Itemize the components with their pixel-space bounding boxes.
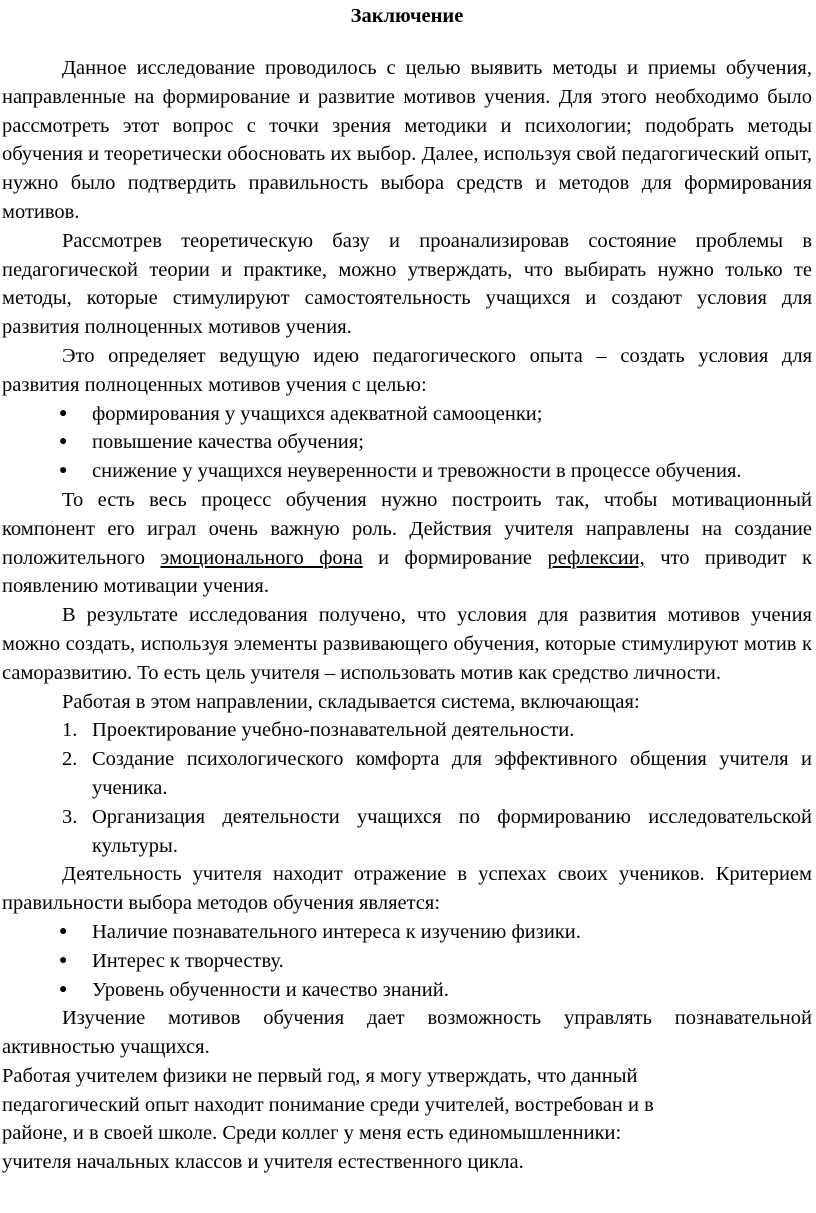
paragraph-experience bbox=[2, 1062, 812, 1177]
list-item bbox=[2, 918, 812, 947]
paragraph-experience-line: Работая учителем физики не первый год, я могу утверждать, что данный bbox=[2, 1064, 638, 1087]
list-item bbox=[2, 428, 812, 457]
list-number: 2. bbox=[62, 748, 78, 771]
bullet-icon: ● bbox=[59, 405, 68, 421]
bullet-icon: ● bbox=[59, 981, 68, 997]
paragraph-process-part2: и формирование bbox=[362, 546, 548, 569]
list-item-text: Уровень обученности и качество знаний. bbox=[92, 978, 449, 1001]
list-item bbox=[2, 976, 812, 1005]
paragraph-motives-study: Изучение мотивов обучения дает возможность управлять познавательной активностью учащихся. bbox=[2, 1007, 812, 1059]
criteria-list bbox=[2, 918, 812, 1004]
paragraph-process-part3: что приводит к появлению мотивации учения. bbox=[2, 546, 812, 598]
paragraph-experience-line: районе, и в своей школе. Среди коллег у меня есть единомышленники: bbox=[2, 1122, 622, 1145]
list-item-text: формирования у учащихся адекватной самооценки; bbox=[92, 402, 543, 425]
bullet-icon: ● bbox=[59, 952, 68, 968]
list-item-text: повышение качества обучения; bbox=[92, 431, 364, 454]
list-item-text: Создание психологического комфорта для эффективного общения учителя и ученика. bbox=[92, 748, 812, 799]
paragraph-intro: Данное исследование проводилось с целью выявить методы и приемы обучения, направленные на формирование и развитие мотивов учения. Для этого необходимо было рассмотреть этот вопрос с точки зрения методики и психологии; подобрать методы обучения и теоретически обосновать их выбор. Далее, используя свой педагогический опыт, нужно было подтвердить правильность выбора средств и методов для формирования мотивов. bbox=[2, 57, 812, 223]
paragraph-results: В результате исследования получено, что условия для развития мотивов учения можно создать, используя элементы развивающего обучения, которые стимулируют мотив к саморазвитию. То есть цель учителя – использовать мотив как средство личности. bbox=[2, 604, 812, 684]
list-item bbox=[2, 947, 812, 976]
system-list bbox=[2, 716, 812, 860]
list-item bbox=[2, 803, 812, 861]
underlined-term-reflection: рефлексии, bbox=[547, 546, 645, 569]
list-item-text: Проектирование учебно-познавательной деятельности. bbox=[92, 719, 575, 742]
list-item-text: снижение у учащихся неуверенности и тревожности в процессе обучения. bbox=[92, 460, 742, 483]
paragraph-experience-line: учителя начальных классов и учителя естественного цикла. bbox=[2, 1151, 524, 1174]
underlined-term-emotional-background: эмоционального фона bbox=[160, 546, 363, 569]
paragraph-process-part1: То есть весь процесс обучения нужно построить так, чтобы мотивационный компонент его играл очень важную роль. Действия учителя направлены на создание положительного bbox=[2, 488, 812, 569]
list-item bbox=[2, 745, 812, 803]
list-item bbox=[2, 457, 812, 486]
list-item bbox=[2, 716, 812, 745]
list-number: 3. bbox=[62, 805, 78, 828]
paragraph-leading-idea: Это определяет ведущую идею педагогического опыта – создать условия для развития полноценных мотивов учения с целью: bbox=[2, 344, 812, 396]
list-item-text: Интерес к творчеству. bbox=[92, 949, 284, 972]
paragraph-process bbox=[2, 486, 812, 601]
paragraph-experience-line: педагогический опыт находит понимание среди учителей, востребован и в bbox=[2, 1093, 654, 1116]
list-item-text: Наличие познавательного интереса к изучению физики. bbox=[92, 920, 581, 943]
bullet-icon: ● bbox=[59, 434, 68, 450]
bullet-icon: ● bbox=[59, 463, 68, 479]
paragraph-system: Работая в этом направлении, складывается система, включающая: bbox=[62, 690, 640, 713]
goals-list bbox=[2, 400, 812, 486]
list-item-text: Организация деятельности учащихся по формированию исследовательской культуры. bbox=[92, 805, 812, 857]
paragraph-theory: Рассмотрев теоретическую базу и проанализировав состояние проблемы в педагогической теории и практике, можно утверждать, что выбирать нужно только те методы, которые стимулируют самостоятельность учащихся и создают условия для развития полноценных мотивов учения. bbox=[2, 229, 812, 339]
list-number: 1. bbox=[62, 719, 78, 742]
list-item bbox=[2, 400, 812, 429]
page-title: Заключение bbox=[350, 5, 464, 27]
bullet-icon: ● bbox=[59, 923, 68, 939]
paragraph-criteria: Деятельность учителя находит отражение в успехах своих учеников. Критерием правильности выбора методов обучения является: bbox=[2, 863, 812, 915]
